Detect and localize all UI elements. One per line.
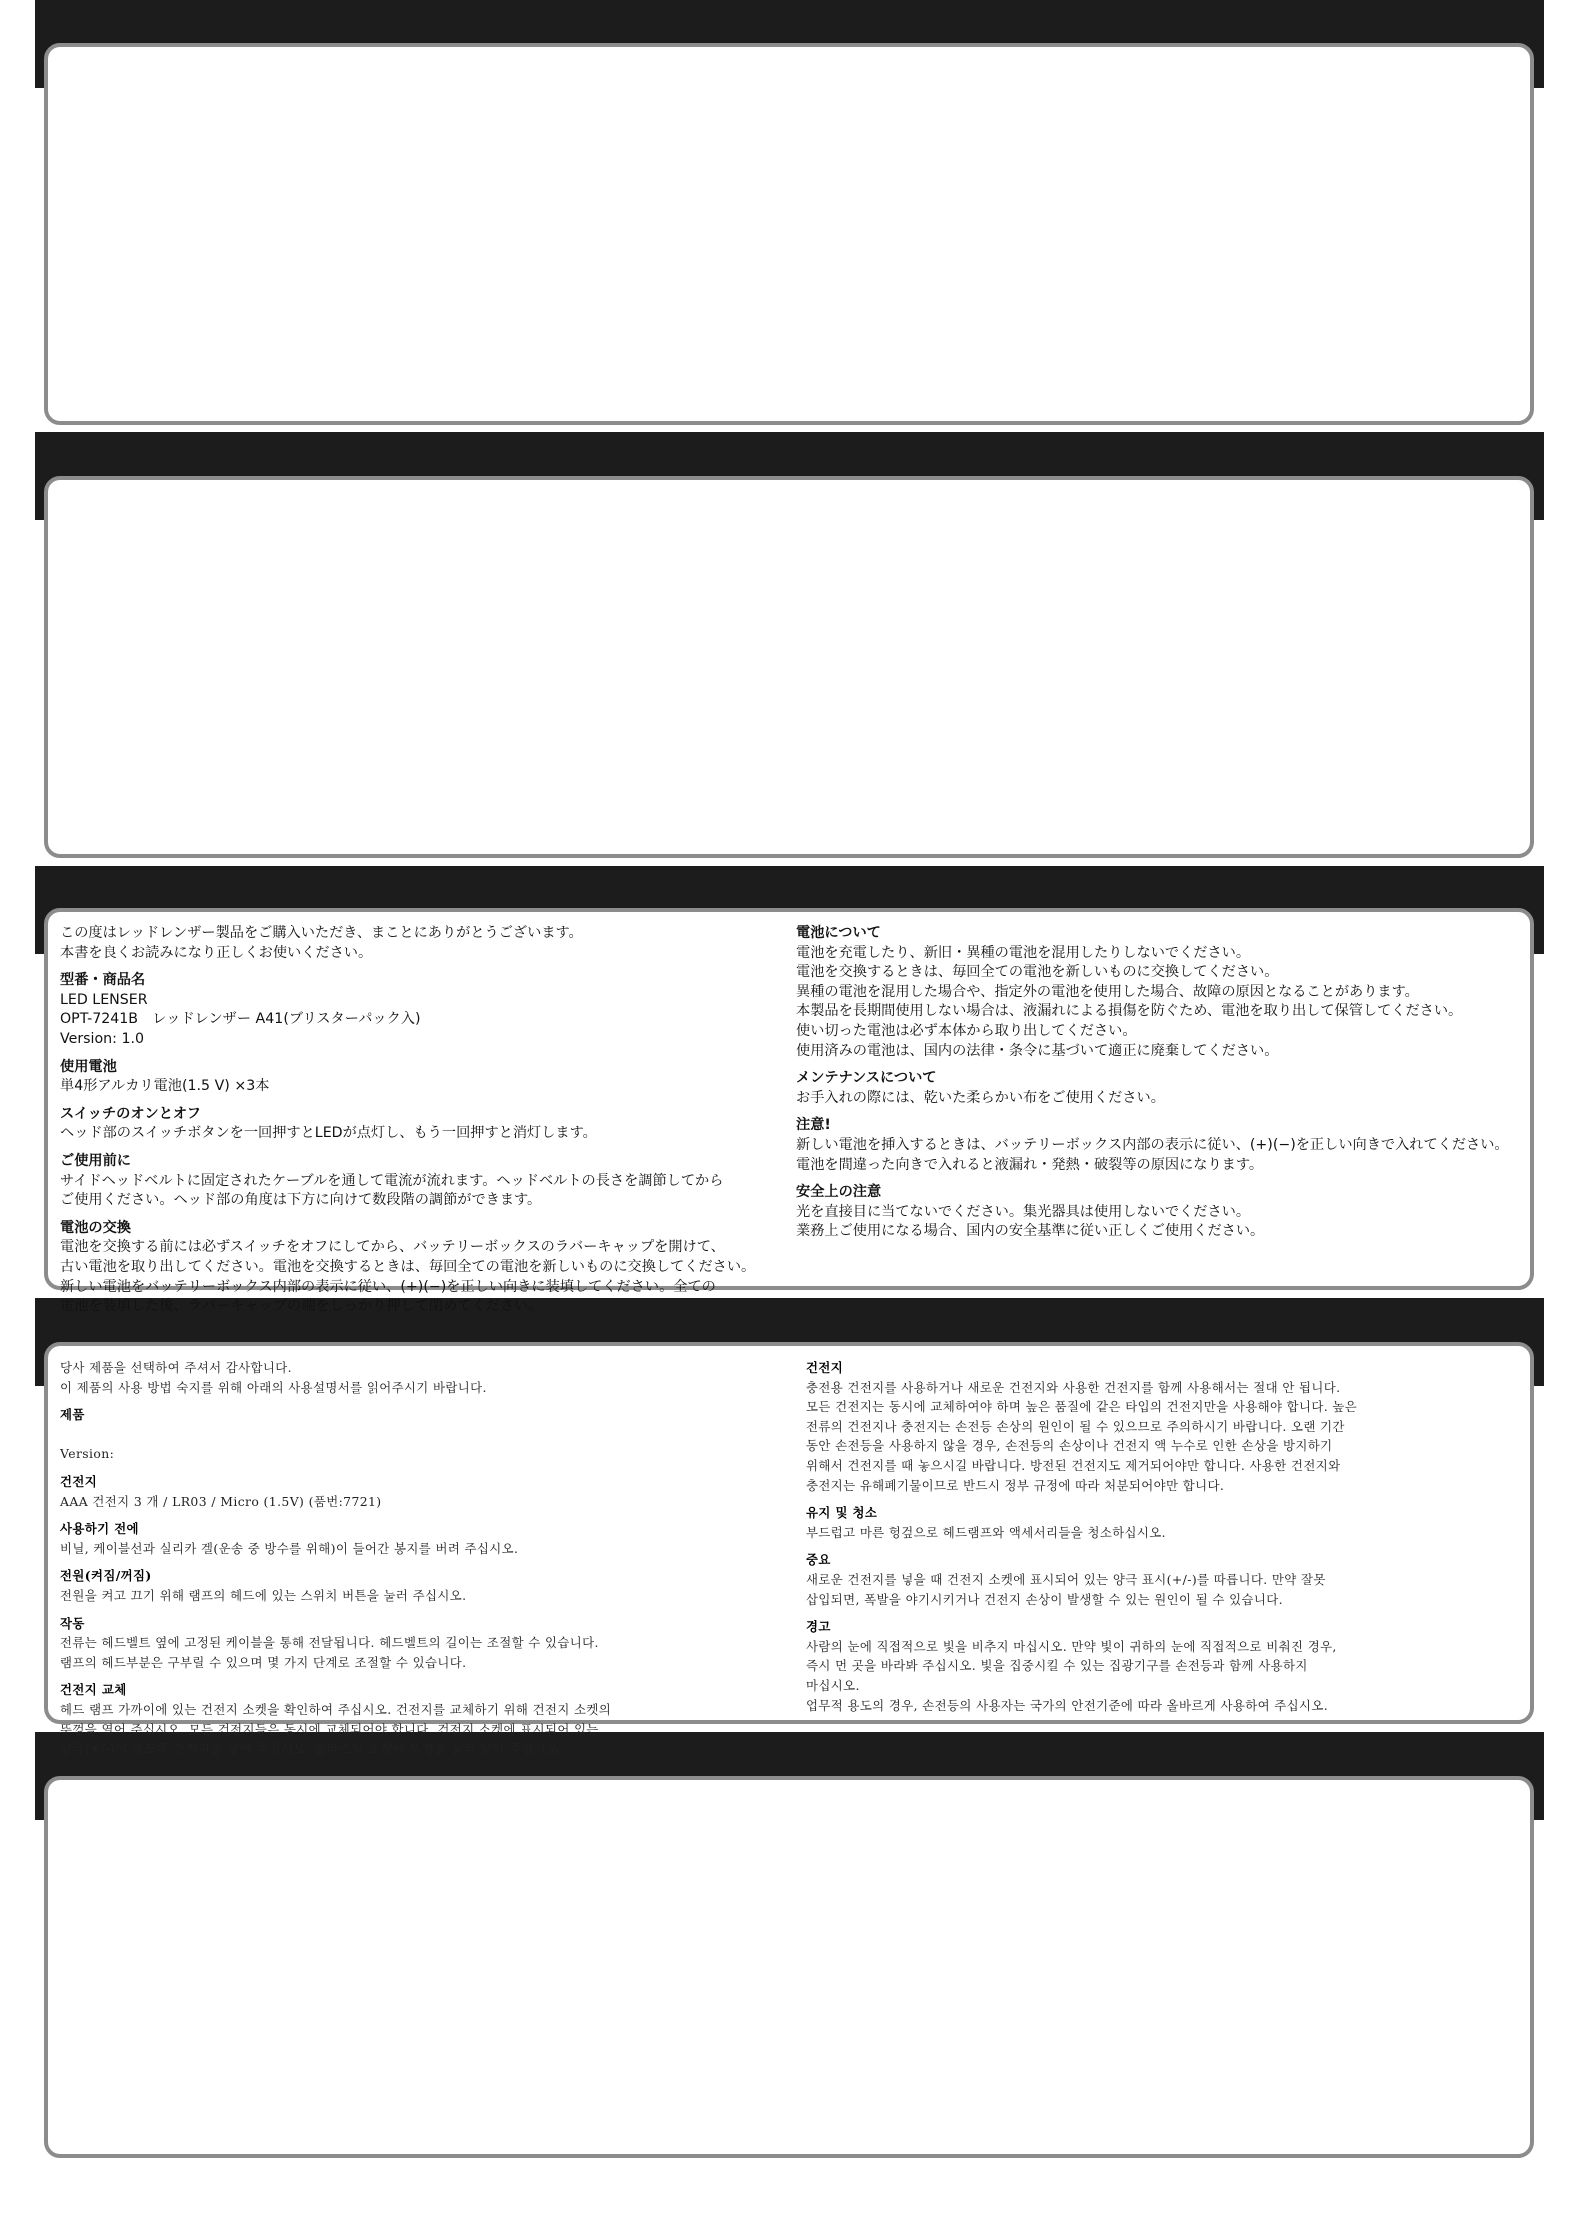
instruction-line: 新しい電池を挿入するときは、バッテリーボックス内部の表示に従い、(+)(−)を正しい向きで入れてください。 [796,1136,1509,1153]
instruction-line: ヘッド部のスイッチボタンを一回押すとLEDが点灯し、もう一回押すと消灯します。 [60,1125,597,1142]
section-heading: 型番・商品名 [60,972,146,989]
instruction-line: OPT-7241B レッドレンザー A41(ブリスターパック入) [60,1011,421,1028]
instruction-line: 異種の電池を混用した場合や、指定外の電池を使用した場合、故障の原因となることがあります。 [796,983,1419,1000]
instruction-line: 비닐, 케이블선과 실리카 겔(운송 중 방수를 위해)이 들어간 봉지를 버려 주십시오. [60,1540,519,1556]
instruction-line: 업무적 용도의 경우, 손전등의 사용자는 국가의 안전기준에 따라 올바르게 사용하여 주십시오. [806,1697,1329,1713]
blank-panel-1 [44,43,1534,425]
instruction-line: 새로운 건전지를 넣을 때 건전지 소켓에 표시되어 있는 양극 표시(+/-)를 따릅니다. 만약 잘못 [806,1571,1326,1587]
instruction-line: 使用済みの電池は、国内の法律・条令に基づいて適正に廃棄してください。 [796,1042,1279,1059]
instruction-line: 위해서 건전지를 때 놓으시길 바랍니다. 방전된 건전지도 제거되어야만 합니다. 사용한 건전지와 [806,1457,1341,1473]
section-heading: 건전지 [806,1360,844,1375]
instruction-section [60,1058,790,1097]
korean-left-column [60,1358,790,1759]
blank-panel-5 [44,1776,1534,2158]
section-heading: 건전지 교체 [60,1682,127,1698]
instruction-line: 電池を交換する前には必ずスイッチをオフにしてから、バッテリーボックスのラバーキャップを開けて、 [60,1239,725,1256]
section-heading: スイッチのオンとオフ [60,1105,201,1122]
instruction-line: 양극(+/-)에 맞도록 건전지를 넣어 주십시오. 플라스틱 소켓에 뚜껑을 눌러 닫아 주십시오. [60,1741,564,1757]
instruction-line: 電池を充電したり、新旧・異種の電池を混用したりしないでください。 [796,944,1251,961]
instruction-line: 業務上ご使用になる場合、国内の安全基準に従い正しくご使用ください。 [796,1223,1265,1240]
instruction-line: 전류는 헤드벨트 옆에 고정된 케이블을 통해 전달됩니다. 헤드벨트의 길이는 조절할 수 있습니다. [60,1635,599,1651]
section-heading: 使用電池 [60,1058,117,1075]
japanese-right-column [796,924,1526,1242]
instruction-line: Version: 1.0 [60,1030,145,1047]
instruction-line: 電池を装填した後、ラバーキャップの端をしっかり押して閉めてください。 [60,1298,543,1315]
instruction-section [60,1680,790,1758]
section-heading: 중요 [806,1552,831,1568]
instruction-line: 마십시오. [806,1677,860,1693]
section-heading: 注意! [796,1117,831,1134]
section-heading: 경고 [806,1619,831,1635]
instruction-section [60,924,790,963]
instruction-section [796,1183,1526,1242]
instruction-section [60,971,790,1049]
instruction-line: 이 제품의 사용 방법 숙지를 위해 아래의 사용설명서를 읽어주시기 바랍니다. [60,1379,487,1395]
instruction-line: 뚜껑을 열어 주십시오. 모든 건전지들은 동시에 교체되어야 합니다. 건전지 소켓에 표시되어 있는 [60,1721,599,1737]
section-heading: 電池の交換 [60,1219,131,1236]
instruction-line: 모든 건전지는 동시에 교체하여야 하며 높은 품질에 같은 타입의 건전지만을 사용해야 합니다. 높은 [806,1399,1358,1415]
instruction-line: 전류의 건전지나 충전지는 손전등 손상의 원인이 될 수 있으므로 주의하시기 바랍니다. 오랜 기간 [806,1418,1345,1434]
section-heading: 安全上の注意 [796,1184,882,1201]
instruction-section [806,1503,1526,1542]
instruction-line: 동안 손전등을 사용하지 않을 경우, 손전등의 손상이나 건전지 액 누수로 인한 손상을 방지하기 [806,1438,1333,1454]
instruction-line: サイドヘッドベルトに固定されたケーブルを通して電流が流れます。ヘッドベルトの長さを調節してから [60,1172,724,1189]
instruction-line: 부드럽고 마른 헝겊으로 헤드램프와 액세서리들을 청소하십시오. [806,1524,1167,1540]
korean-instructions-panel [44,1342,1534,1757]
korean-right-column [806,1358,1526,1715]
instruction-section [60,1566,790,1605]
instruction-line: 電池を交換するときは、毎回全ての電池を新しいものに交換してください。 [796,964,1279,981]
instruction-section [806,1358,1526,1495]
instruction-section [806,1550,1526,1609]
instruction-line: 사람의 눈에 직접적으로 빛을 비추지 마십시오. 만약 빛이 귀하의 눈에 직접적으로 비춰진 경우, [806,1638,1337,1654]
instruction-line: 使い切った電池は必ず本体から取り出してください。 [796,1022,1137,1039]
instruction-line: 新しい電池をバッテリーボックス内部の表示に従い、(+)(−)を正しい向きに装填してください。全ての [60,1278,716,1295]
section-heading: 작동 [60,1615,85,1631]
section-heading: 電池について [796,925,881,941]
instruction-section [796,1116,1526,1175]
section-heading: ご使用前に [60,1152,131,1169]
instruction-section [806,1617,1526,1715]
instruction-line: AAA 건전지 3 개 / LR03 / Micro (1.5V) (품번:7721) [60,1493,382,1509]
instruction-section [60,1405,790,1464]
instruction-line: Version: [60,1446,115,1462]
instruction-section [60,1358,790,1397]
instruction-line: 충전지는 유해폐기물이므로 반드시 정부 규정에 따라 처분되어야만 합니다. [806,1477,1225,1493]
instruction-line [60,1425,790,1445]
instruction-line: ご使用ください。ヘッド部の角度は下方に向けて数段階の調節ができます。 [60,1192,542,1209]
instruction-line: 古い電池を取り出してください。電池を交換するときは、毎回全ての電池を新しいものに交換してください。 [60,1258,756,1275]
section-heading: 사용하기 전에 [60,1521,139,1537]
instruction-section [60,1519,790,1558]
instruction-line: 単4形アルカリ電池(1.5 V) ×3本 [60,1078,270,1095]
instruction-section [60,1472,790,1511]
instruction-line: 램프의 헤드부분은 구부릴 수 있으며 몇 가지 단계로 조절할 수 있습니다. [60,1654,467,1670]
instruction-line: 本製品を長期間使用しない場合は、液漏れによる損傷を防ぐため、電池を取り出して保管してください。 [796,1003,1463,1020]
instruction-line: この度はレッドレンザー製品をご購入いただき、まことにありがとうございます。 [60,925,583,941]
section-heading: 건전지 [60,1473,98,1489]
section-heading: 제품 [60,1407,85,1423]
instruction-line: 本書を良くお読みになり正しくお使いください。 [60,944,373,961]
instruction-line: 電池を間違った向きで入れると液漏れ・発熱・破裂等の原因になります。 [796,1156,1264,1173]
instruction-section [796,924,1526,1061]
instruction-section [60,1105,790,1144]
instruction-line: 헤드 램프 가까이에 있는 건전지 소켓을 확인하여 주십시오. 건전지를 교체하기 위해 건전지 소켓의 [60,1701,612,1717]
instruction-line: お手入れの際には、乾いた柔らかい布をご使用ください。 [796,1089,1165,1106]
instruction-section [60,1152,790,1211]
instruction-line: 당사 제품을 선택하여 주셔서 감사합니다. [60,1360,292,1375]
instruction-section [60,1614,790,1673]
blank-panel-2 [44,476,1534,858]
instruction-line: 삽입되면, 폭발을 야기시키거나 건전지 손상이 발생할 수 있는 원인이 될 수 있습니다. [806,1591,1283,1607]
instruction-line: 전원을 켜고 끄기 위해 램프의 헤드에 있는 스위치 버튼을 눌러 주십시오. [60,1587,467,1603]
instruction-line: LED LENSER [60,991,148,1008]
instruction-line: 충전용 건전지를 사용하거나 새로운 건전지와 사용한 건전지를 함께 사용해서는 절대 안 됩니다. [806,1379,1341,1395]
japanese-left-column [60,924,790,1317]
instruction-section [796,1069,1526,1108]
section-heading: メンテナンスについて [796,1070,937,1087]
instruction-line: 光を直接目に当てないでください。集光器具は使用しないでください。 [796,1203,1251,1220]
section-heading: 전원(켜짐/꺼짐) [60,1568,152,1584]
japanese-instructions-panel [44,908,1534,1315]
instruction-line: 즉시 먼 곳을 바라봐 주십시오. 빛을 집중시킬 수 있는 집광기구를 손전등과 함께 사용하지 [806,1658,1308,1674]
section-heading: 유지 및 청소 [806,1505,878,1521]
instruction-section [60,1219,790,1317]
